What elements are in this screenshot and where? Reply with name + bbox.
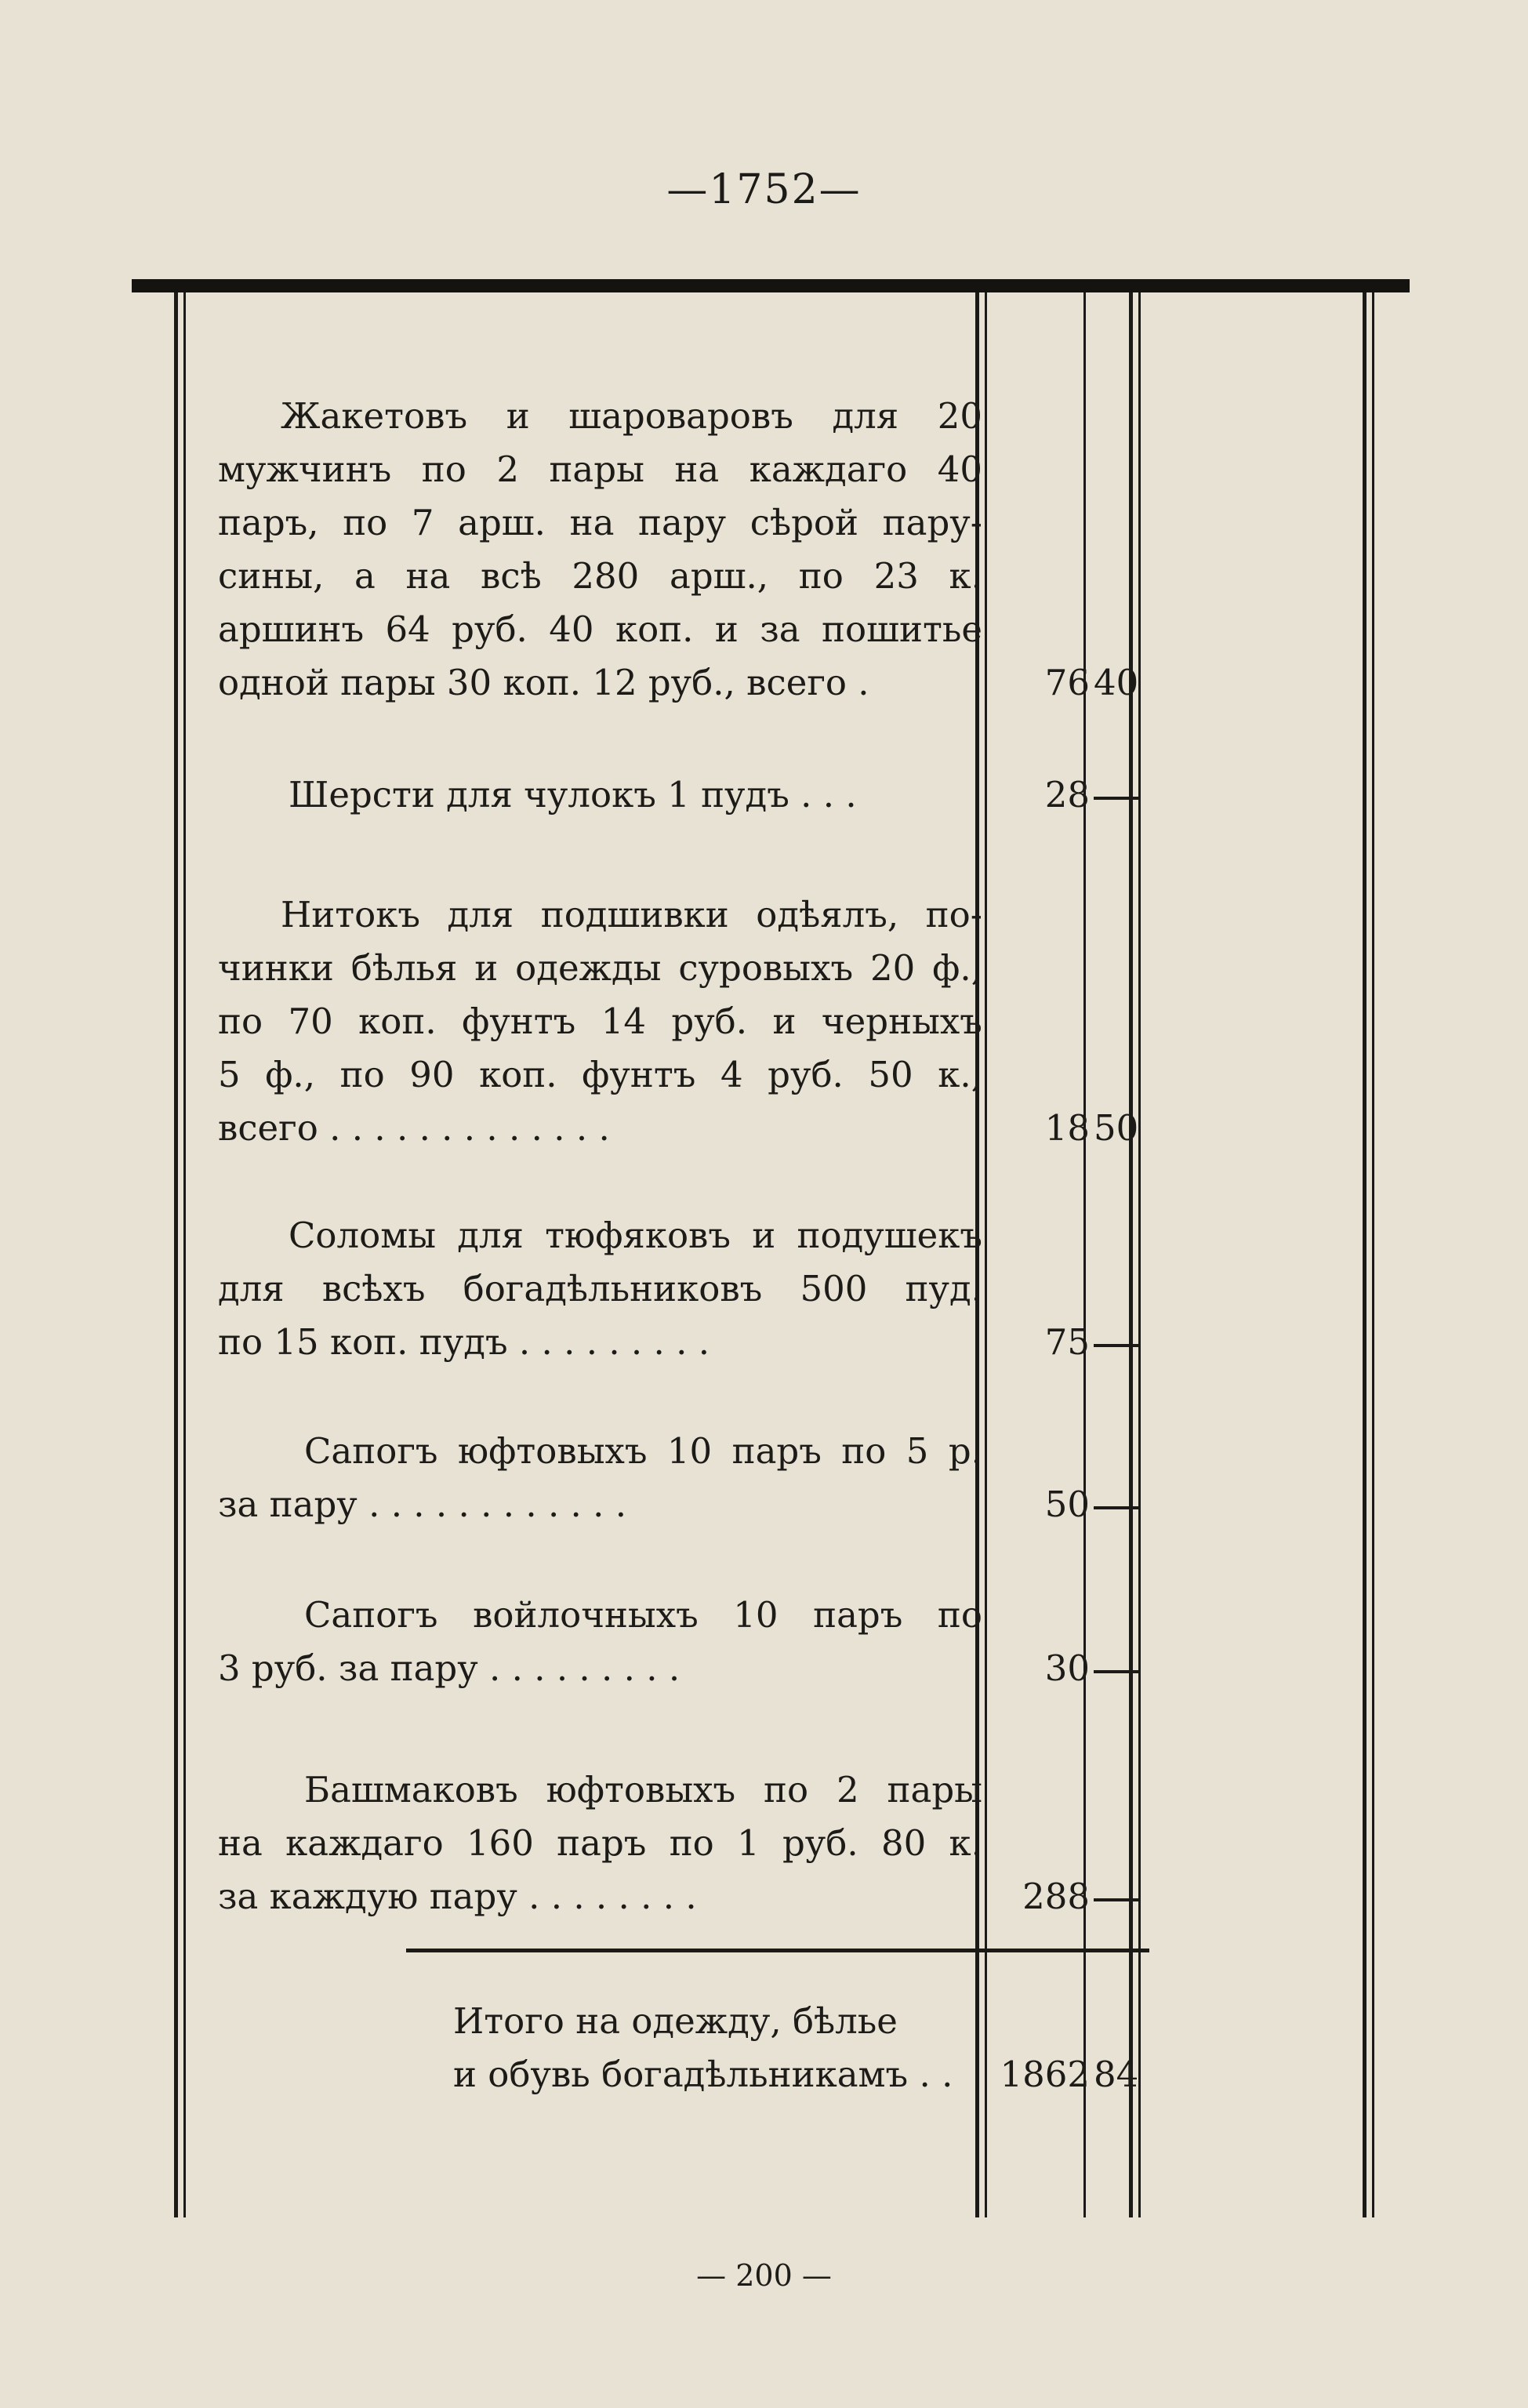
word: 20 [869, 947, 916, 989]
word: арш. [458, 502, 546, 543]
word: Башмаковъ [304, 1769, 518, 1811]
word: 1 [737, 1822, 760, 1864]
word: всѣхъ [321, 1268, 426, 1309]
word: по [669, 1822, 714, 1864]
word: на [569, 502, 615, 543]
entry-line: по 15 коп. пудъ . . . . . . . . . [218, 1321, 710, 1363]
column-line-left-outer [174, 292, 178, 2217]
word: для [447, 894, 514, 935]
word: р. [948, 1430, 982, 1472]
word: паръ [731, 1430, 822, 1472]
word: Жакетовъ [281, 395, 468, 437]
entry-line [218, 1048, 982, 1102]
word: ф., [265, 1054, 316, 1095]
word: каждаго [285, 1822, 444, 1864]
amount-kopecks [1094, 1870, 1180, 1923]
word: сины, [218, 555, 325, 597]
word: 70 [288, 1001, 333, 1042]
word: 14 [601, 1001, 646, 1042]
word: шароваровъ [568, 395, 793, 437]
word: подшивки [540, 894, 729, 935]
word: всѣ [481, 555, 542, 597]
entry-line: за пару . . . . . . . . . . . . [218, 1484, 627, 1525]
word: 160 [466, 1822, 534, 1864]
entry-line [218, 496, 982, 550]
word: и [506, 395, 530, 437]
word: на [405, 555, 451, 597]
amount-rubles: 28 [1044, 774, 1090, 815]
word: юфтовыхъ [457, 1430, 648, 1472]
entry-line: Шерсти для чулокъ 1 пудъ . . . [289, 774, 857, 815]
word: богадѣльниковъ [463, 1268, 763, 1309]
word: войлочныхъ [473, 1594, 699, 1636]
word: суровыхъ [678, 947, 854, 989]
entry-straw [218, 1209, 982, 1369]
amount-kopecks: 40 [1094, 662, 1139, 703]
kopecks-dash [1094, 1506, 1141, 1509]
total-rule [406, 1949, 1149, 1952]
column-line-right-inner [1372, 292, 1374, 2217]
entry-threads [218, 888, 982, 1155]
amount-kopecks [1094, 1316, 1180, 1369]
word: для [457, 1215, 524, 1256]
amount-rubles: 288 [1022, 1876, 1090, 1917]
word: на [674, 449, 720, 490]
word: пару- [882, 502, 982, 543]
word: 10 [733, 1594, 779, 1636]
entry-line [218, 995, 982, 1048]
entry-line [218, 1262, 982, 1316]
word: Сапогъ [304, 1430, 438, 1472]
word: арш., [670, 555, 769, 597]
kopecks-dash [1094, 797, 1141, 800]
total-kopecks: 84 [1094, 2054, 1139, 2095]
amount-rubles: 50 [1044, 1484, 1090, 1525]
word: по [343, 502, 388, 543]
word: мужчинъ [218, 449, 392, 490]
word: Нитокъ [281, 894, 420, 935]
entry-yuft-boots [218, 1425, 982, 1531]
word: 40 [937, 449, 982, 490]
word: одѣялъ, [756, 894, 899, 935]
column-line-rub-left-inner [985, 292, 987, 2217]
entry-line [218, 1209, 982, 1262]
word: аршинъ [218, 608, 365, 650]
word: для [832, 395, 899, 437]
word: 500 [800, 1268, 868, 1309]
column-line-kop-right-inner [1138, 292, 1141, 2217]
word: по [798, 555, 844, 597]
entry-shoes [218, 1763, 982, 1923]
word: и [474, 947, 499, 989]
word: тюфяковъ [545, 1215, 731, 1256]
kopecks-dash [1094, 1344, 1141, 1347]
entry-line: одной пары 30 коп. 12 руб., всего . [218, 662, 869, 703]
entry-total [218, 1995, 982, 2101]
word: пару [638, 502, 727, 543]
total-line: и обувь богадѣльникамъ . . [453, 2054, 953, 2095]
word: 5 [218, 1054, 241, 1095]
entry-line [218, 942, 982, 995]
word: 50 [868, 1054, 913, 1095]
total-rubles: 1862 [1000, 2054, 1090, 2095]
word: по [937, 1594, 982, 1636]
amount-rubles: 18 [1044, 1107, 1090, 1149]
word: 2 [837, 1769, 859, 1811]
word: руб. [768, 1054, 844, 1095]
amount-kopecks [1094, 1642, 1180, 1695]
word: 280 [572, 555, 640, 597]
word: к. [949, 555, 982, 597]
word: 64 [385, 608, 430, 650]
word: к. [949, 1822, 982, 1864]
word: 5 [906, 1430, 929, 1472]
word: пары [549, 449, 644, 490]
entry-jackets [218, 390, 982, 710]
page-header-number: —1752— [666, 166, 862, 213]
kopecks-dash [1094, 1670, 1141, 1673]
kopecks-dash [1094, 1898, 1141, 1901]
word: паръ [557, 1822, 647, 1864]
word: 10 [666, 1430, 713, 1472]
word: ф., [932, 947, 982, 989]
entry-felt-boots [218, 1589, 982, 1695]
column-line-kop-left [1083, 292, 1086, 2217]
word: юфтовыхъ [546, 1769, 736, 1811]
table-top-rule [132, 279, 1410, 292]
word: за [760, 608, 800, 650]
entry-line [218, 1817, 982, 1870]
word: к., [938, 1054, 982, 1095]
entry-wool [218, 768, 982, 822]
word: 2 [496, 449, 519, 490]
word: 23 [873, 555, 919, 597]
word: фунтъ [582, 1054, 696, 1095]
word: пошитье [822, 608, 982, 650]
entry-line [218, 550, 982, 603]
word: 20 [937, 395, 982, 437]
word: 4 [720, 1054, 743, 1095]
word: по [841, 1430, 887, 1472]
word: Соломы [289, 1215, 437, 1256]
amount-rubles: 75 [1044, 1321, 1090, 1363]
word: коп. [615, 608, 694, 650]
word: паръ [813, 1594, 903, 1636]
word: коп. [479, 1054, 557, 1095]
entry-line [218, 603, 982, 656]
word: пары [887, 1769, 982, 1811]
word: и [772, 1001, 797, 1042]
word: 80 [880, 1822, 927, 1864]
page-footer-number: — 200 — [696, 2258, 832, 2293]
word: чинки [218, 947, 334, 989]
word: сѣрой [749, 502, 858, 543]
word: 90 [409, 1054, 455, 1095]
column-line-kop-right [1129, 292, 1133, 2217]
word: 7 [411, 502, 434, 543]
entry-line: 3 руб. за пару . . . . . . . . . [218, 1647, 681, 1689]
entry-line [218, 888, 982, 942]
word: для [218, 1268, 285, 1309]
word: Сапогъ [304, 1594, 438, 1636]
column-line-right-outer [1363, 292, 1366, 2217]
word: по- [925, 894, 982, 935]
word: коп. [358, 1001, 437, 1042]
word: по [218, 1001, 263, 1042]
word: руб. [452, 608, 528, 650]
word: руб. [671, 1001, 748, 1042]
word: паръ, [218, 502, 319, 543]
amount-rubles: 76 [1044, 662, 1090, 703]
amount-rubles: 30 [1044, 1647, 1090, 1689]
word: одежды [515, 947, 662, 989]
entry-line [218, 1763, 982, 1817]
word: и [714, 608, 739, 650]
entry-line [218, 443, 982, 496]
entry-line: за каждую пару . . . . . . . . [218, 1876, 697, 1917]
amount-kopecks: 50 [1094, 1107, 1139, 1149]
word: на [218, 1822, 263, 1864]
entry-line [218, 390, 982, 443]
entry-line: всего . . . . . . . . . . . . . [218, 1107, 610, 1149]
word: бѣлья [350, 947, 458, 989]
word: по [339, 1054, 385, 1095]
column-line-left-inner [183, 292, 186, 2217]
word: и [752, 1215, 776, 1256]
word: руб. [782, 1822, 858, 1864]
word: черныхъ [821, 1001, 982, 1042]
entry-line [218, 1425, 982, 1478]
word: подушекъ [797, 1215, 982, 1256]
word: по [764, 1769, 809, 1811]
word: 40 [549, 608, 594, 650]
amount-kopecks [1094, 1478, 1180, 1531]
word: пуд. [905, 1268, 982, 1309]
entry-line [218, 1589, 982, 1642]
word: каждаго [749, 449, 908, 490]
total-line: Итого на одежду, бѣлье [453, 2000, 898, 2042]
amount-kopecks [1094, 768, 1180, 822]
word: а [354, 555, 376, 597]
word: фунтъ [462, 1001, 576, 1042]
word: по [421, 449, 466, 490]
